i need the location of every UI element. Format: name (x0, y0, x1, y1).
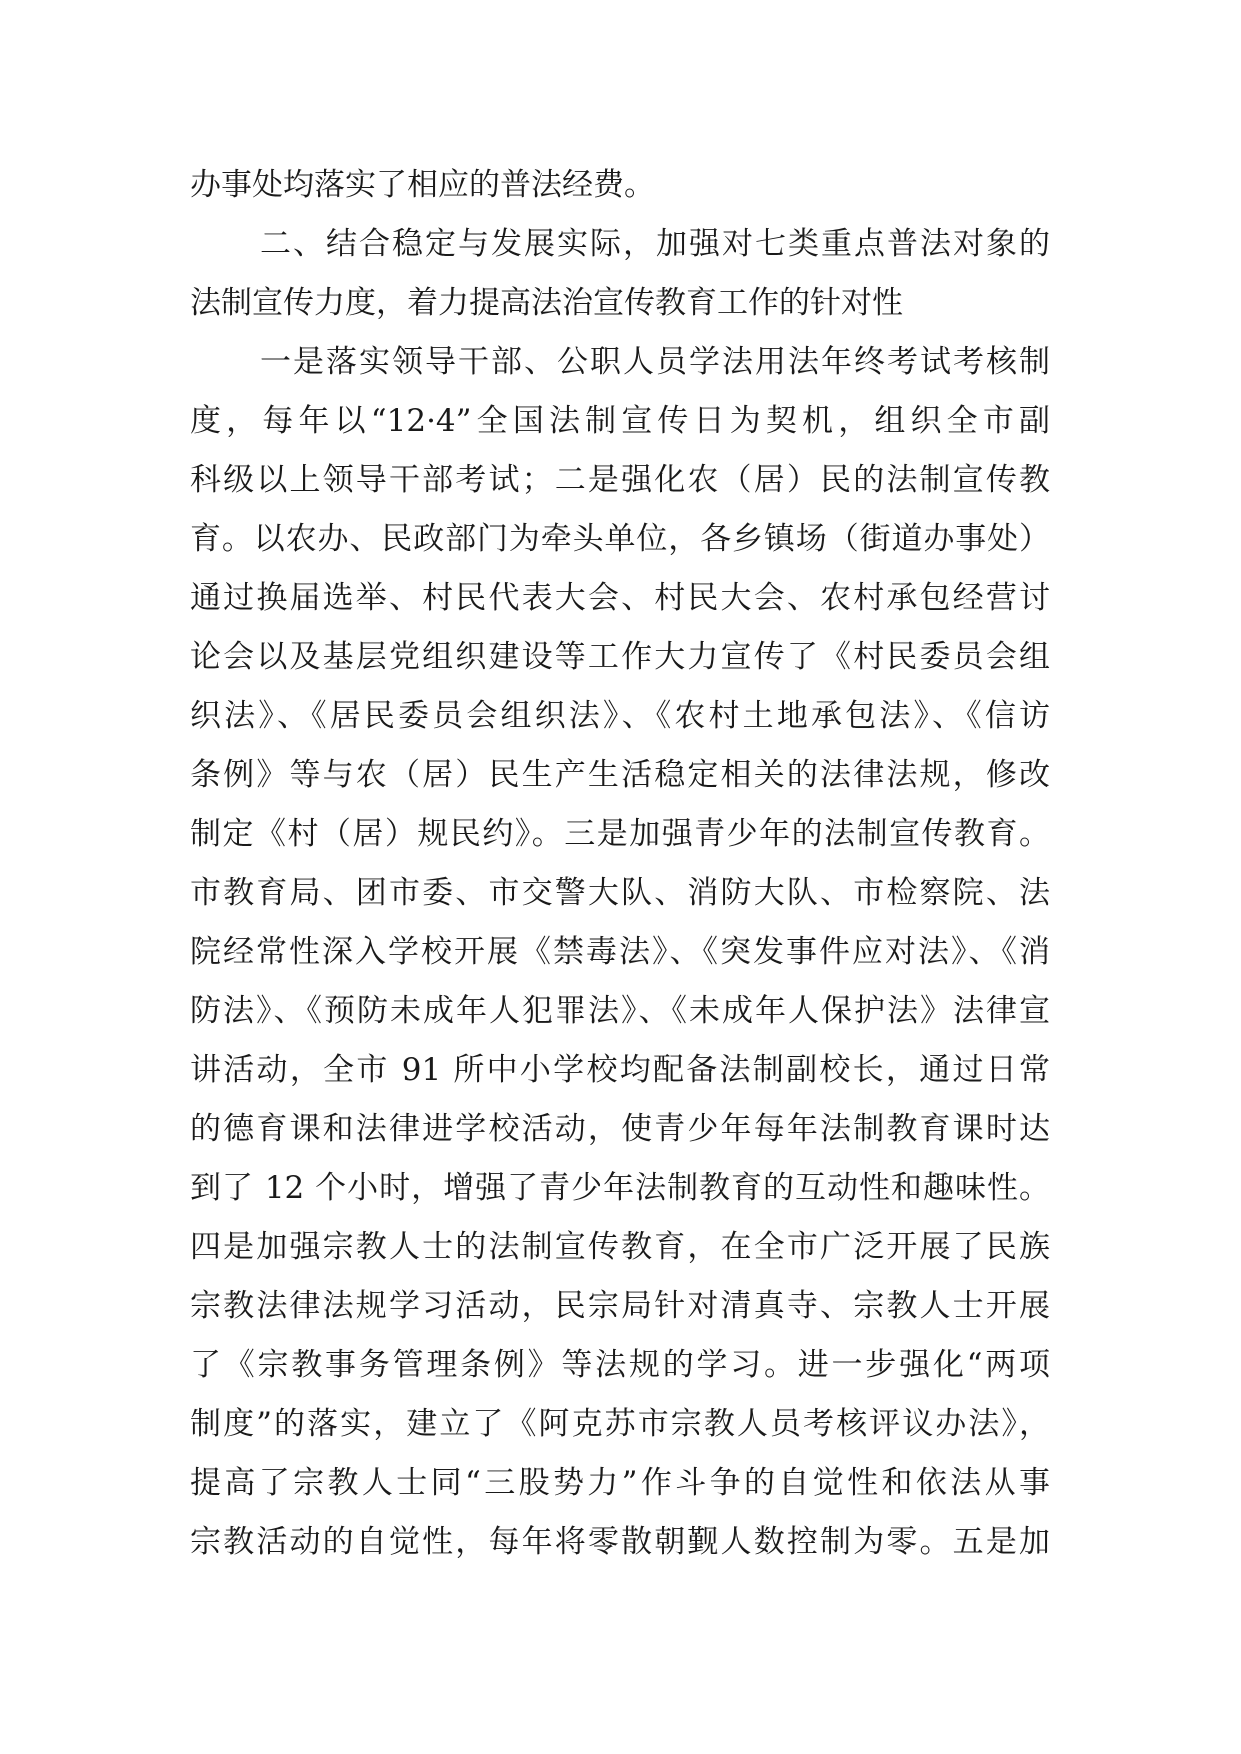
paragraph-line: 育。以农办、民政部门为牵头单位，各乡镇场（街道办事处） (190, 521, 1050, 557)
paragraph-line: 度，每年以“12·4”全国法制宣传日为契机，组织全市副 (190, 403, 1050, 439)
paragraph-line: 提高了宗教人士同“三股势力”作斗争的自觉性和依法从事 (190, 1465, 1050, 1501)
paragraph-line: 讲活动，全市 91 所中小学校均配备法制副校长，通过日常 (190, 1052, 1050, 1088)
paragraph-line: 通过换届选举、村民代表大会、村民大会、农村承包经营讨 (190, 580, 1050, 616)
paragraph-line: 制度”的落实，建立了《阿克苏市宗教人员考核评议办法》， (190, 1406, 1050, 1442)
paragraph-line: 科级以上领导干部考试；二是强化农（居）民的法制宣传教 (190, 462, 1050, 498)
paragraph-line: 市教育局、团市委、市交警大队、消防大队、市检察院、法 (190, 875, 1050, 911)
paragraph-line: 的德育课和法律进学校活动，使青少年每年法制教育课时达 (190, 1111, 1050, 1147)
paragraph-line: 院经常性深入学校开展《禁毒法》、《突发事件应对法》、《消 (190, 934, 1050, 970)
paragraph-line: 论会以及基层党组织建设等工作大力宣传了《村民委员会组 (190, 639, 1050, 675)
paragraph-line: 织法》、《居民委员会组织法》、《农村土地承包法》、《信访 (190, 698, 1050, 734)
paragraph-line: 条例》等与农（居）民生产生活稳定相关的法律法规，修改 (190, 757, 1050, 793)
section-heading-line: 二、结合稳定与发展实际，加强对七类重点普法对象的 (260, 226, 1050, 262)
paragraph-line: 宗教活动的自觉性，每年将零散朝觐人数控制为零。五是加 (190, 1524, 1050, 1560)
document-body (190, 156, 1050, 1572)
paragraph-line: 制定《村（居）规民约》。三是加强青少年的法制宣传教育。 (190, 816, 1050, 852)
paragraph-line: 防法》、《预防未成年人犯罪法》、《未成年人保护法》法律宣 (190, 993, 1050, 1029)
paragraph-line: 了《宗教事务管理条例》等法规的学习。进一步强化“两项 (190, 1347, 1050, 1383)
paragraph-line: 四是加强宗教人士的法制宣传教育，在全市广泛开展了民族 (190, 1229, 1050, 1265)
paragraph-line: 一是落实领导干部、公职人员学法用法年终考试考核制 (260, 344, 1050, 380)
paragraph-line: 办事处均落实了相应的普法经费。 (190, 167, 655, 203)
section-heading-line: 法制宣传力度，着力提高法治宣传教育工作的针对性 (190, 285, 903, 321)
paragraph-line: 到了 12 个小时，增强了青少年法制教育的互动性和趣味性。 (190, 1170, 1050, 1206)
paragraph-line: 宗教法律法规学习活动，民宗局针对清真寺、宗教人士开展 (190, 1288, 1050, 1324)
